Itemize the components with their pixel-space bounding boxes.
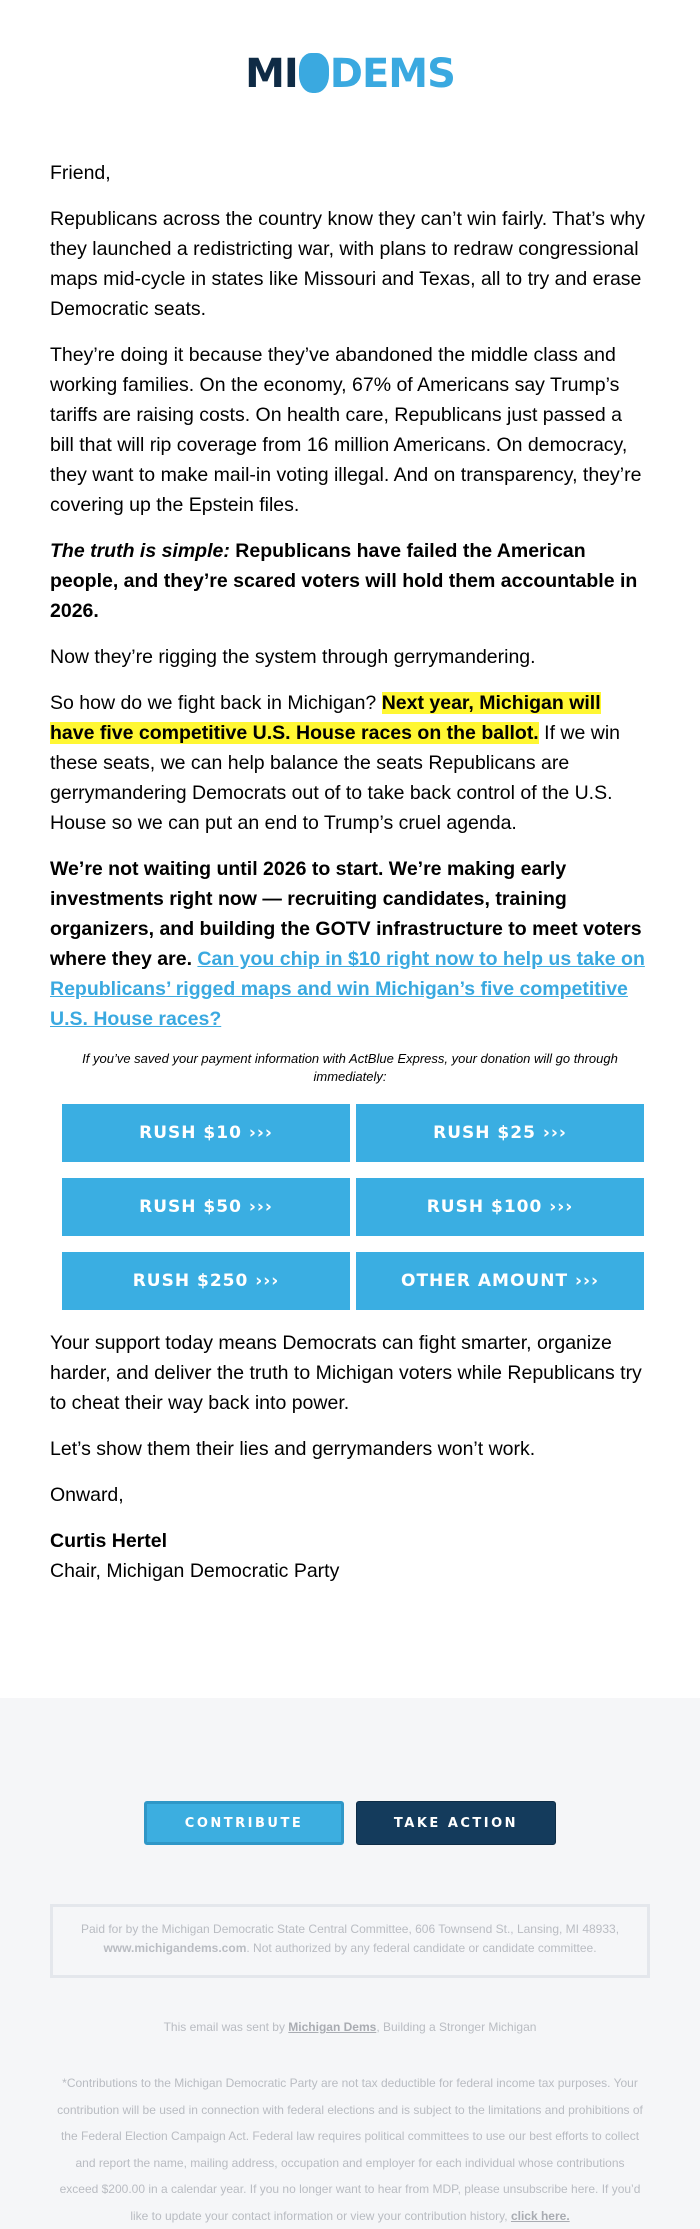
- take-action-button[interactable]: TAKE ACTION: [356, 1801, 556, 1845]
- rush-25-button[interactable]: RUSH $25 ›››: [356, 1104, 644, 1162]
- rush-10-button[interactable]: RUSH $10 ›››: [62, 1104, 350, 1162]
- sent-by-line: This email was sent by Michigan Dems, Building a Stronger Michigan: [163, 2020, 537, 2034]
- paragraph-8: Let’s show them their lies and gerrymanders won’t work.: [50, 1438, 536, 1460]
- chip-in-link[interactable]: Can you chip in $10 right now to help us take on Republicans’ rigged maps and win Michigan’s five competitive U.S. House races?: [50, 948, 645, 1030]
- actblue-express-note: If you’ve saved your payment information with ActBlue Express, your donation will go through immediately:: [82, 1051, 618, 1084]
- email-body: [50, 158, 650, 1602]
- contribute-button[interactable]: CONTRIBUTE: [144, 1801, 344, 1845]
- mi-dems-logo: MI DEMS: [245, 51, 455, 97]
- click-here-link[interactable]: click here.: [510, 2208, 570, 2223]
- rush-100-button[interactable]: RUSH $100 ›››: [356, 1178, 644, 1236]
- signer-name: Curtis Hertel: [50, 1530, 168, 1552]
- paragraph-1: Republicans across the country know they can’t win fairly. That’s why they launched a redistricting war, with plans to redraw congressional maps mid-cycle in states like Missouri and Texas, all to try and erase Democratic seats.: [50, 208, 646, 320]
- paid-for-disclaimer: Paid for by the Michigan Democratic State Central Committee, 606 Townsend St., Lansing, MI 48933, www.michigandems.com. Not authorized by any federal candidate or candidate committee.: [50, 1904, 650, 1978]
- other-amount-button[interactable]: OTHER AMOUNT ›››: [356, 1252, 644, 1310]
- closing: Onward,: [50, 1484, 124, 1506]
- rush-250-button[interactable]: RUSH $250 ›››: [62, 1252, 350, 1310]
- paragraph-6: We’re not waiting until 2026 to start. We’re making early investments right now — recruiting candidates, training organizers, and building the GOTV infrastructure to meet voters where they are. Can you chip in $10 right now to help us take on Republicans’ rigged maps and win Michigan’s five competitive U.S. House races?: [50, 858, 645, 1030]
- paragraph-4: Now they’re rigging the system through gerrymandering.: [50, 646, 536, 668]
- michigan-mitten-icon: [299, 53, 329, 93]
- greeting: Friend,: [50, 162, 111, 184]
- paragraph-5: So how do we fight back in Michigan? Next year, Michigan will have five competitive U.S. House races on the ballot. If we win these seats, we can help balance the seats Republicans are gerrymandering Democrats out of to take back control of the U.S. House so we can put an end to Trump’s cruel agenda.: [50, 692, 621, 834]
- paragraph-7: Your support today means Democrats can fight smarter, organize harder, and deliver the truth to Michigan voters while Republicans try to cheat their way back into power.: [50, 1332, 642, 1414]
- paragraph-2: They’re doing it because they’ve abandoned the middle class and working families. On the economy, 67% of Americans say Trump’s tariffs are raising costs. On health care, Republicans just passed a bill that will rip coverage from 16 million Americans. On democracy, they want to make mail-in voting illegal. And on transparency, they’re covering up the Epstein files.: [50, 344, 642, 516]
- paragraph-3: The truth is simple: Republicans have failed the American people, and they’re scared voters will hold them accountable in 2026.: [50, 540, 638, 622]
- website-link[interactable]: www.michigandems.com: [103, 1941, 247, 1955]
- signer-title: Chair, Michigan Democratic Party: [50, 1560, 340, 1582]
- michigan-dems-link[interactable]: Michigan Dems: [288, 2020, 377, 2034]
- highlighted-text: Next year, Michigan will have five competitive U.S. House races on the ballot.: [50, 692, 601, 744]
- signature: [50, 1526, 650, 1586]
- rush-50-button[interactable]: RUSH $50 ›››: [62, 1178, 350, 1236]
- contribution-fine-print: *Contributions to the Michigan Democratic Party are not tax deductible for federal income tax purposes. Your contribution will be used in connection with federal elections and is subject to the limitations and prohibitions of the Federal Election Campaign Act. Federal law requires political committees to use our best efforts to collect and report the name, mailing address, occupation and employer for each individual whose contributions exceed $200.00 in a calendar year. If you no longer want to hear from MDP, please unsubscribe here. If you’d like to update your contact information or view your contribution history, click here.: [57, 2076, 643, 2223]
- footer: [0, 1698, 700, 2229]
- donation-buttons: [62, 1104, 650, 1310]
